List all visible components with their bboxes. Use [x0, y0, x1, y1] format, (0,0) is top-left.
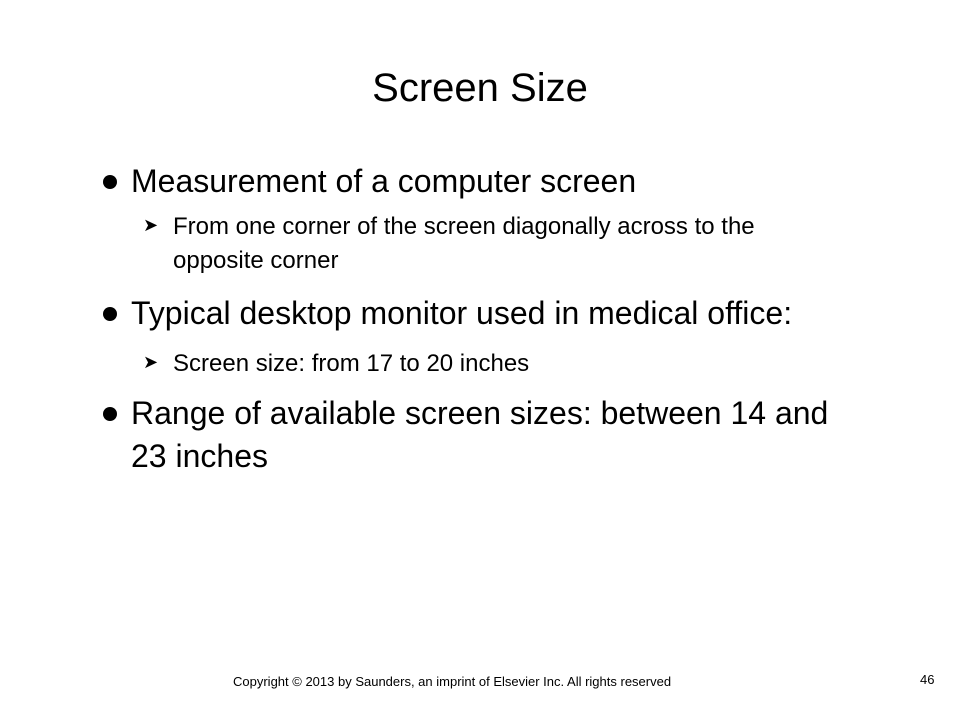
sub-bullet-text: Screen size: from 17 to 20 inches — [173, 350, 530, 377]
bullet-text: Measurement of a computer screen — [131, 163, 637, 199]
arrowhead-bullet-icon: ➤ — [143, 352, 159, 372]
bullet-item — [98, 392, 838, 478]
bullet-dot-icon — [103, 407, 117, 421]
bullet-text: Typical desktop monitor used in medical office: — [131, 295, 793, 331]
page-number: 46 — [920, 672, 935, 687]
arrowhead-bullet-icon: ➤ — [143, 215, 159, 235]
sub-bullet-text: From one corner of the screen diagonally across to the opposite corner — [173, 213, 755, 274]
slide-title: Screen Size — [372, 66, 588, 110]
bullet-text: Range of available screen sizes: between 14 and 23 inches — [131, 395, 829, 474]
sub-bullet-item — [131, 347, 838, 381]
bullet-dot-icon — [103, 307, 117, 321]
bullet-item — [98, 292, 838, 335]
sub-bullet-item — [131, 210, 838, 278]
copyright-footer: Copyright © 2013 by Saunders, an imprint of Elsevier Inc. All rights reserved — [233, 674, 672, 689]
bullet-dot-icon — [103, 175, 117, 189]
bullet-list — [98, 160, 838, 478]
bullet-item — [98, 160, 838, 203]
